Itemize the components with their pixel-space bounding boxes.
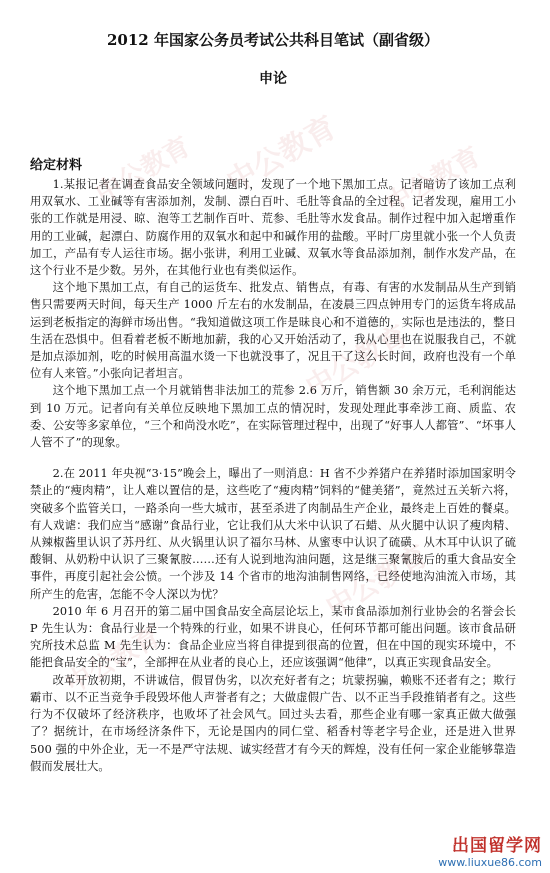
watermark: 中公教育 <box>320 539 434 624</box>
watermark: 中公教育 <box>300 319 414 404</box>
document-title: 2012 年国家公务员考试公共科目笔试（副省级） <box>107 31 439 49</box>
watermark: 中公教育 <box>380 141 486 220</box>
paragraph-3: 这个地下黑加工点一个月就销售非法加工的荒参 2.6 万斤，销售额 30 余万元，毛利润能达到 10 万元。记者向有关单位反映地下黑加工点的情况时，发现处理此事牵涉工商、质监、农委、公安等多家单位，“三个和尚没水吃”，在实际管理过程中，出现了“好事人人都管”、“坏事人人管不了”的现象。 <box>30 384 516 450</box>
document-subtitle: 申论 <box>259 71 287 87</box>
watermark: 中公教育 <box>221 109 343 201</box>
paragraph-4: 2.在 2011 年央视“3·15”晚会上，曝出了一则消息：H 省不少养猪户在养猪时添加国家明令禁止的“瘦肉精”，让人难以置信的是，这些吃了“瘦肉精”饲料的“健美猪”，竟然过五关斩六将，突破多个监管关口，一路杀向一些大城市，甚至杀进了肉制品生产企业，最终走上百姓的餐桌。有人戏谑：我们应当“感谢”食品行业，它让我们从大米中认识了石蜡、从火腿中认识了瘦肉精、从辣椒酱里认识了苏丹红、从火锅里认识了福尔马林、从蜜枣中认识了硫磺、从木耳中认识了硫酸铜、从奶粉中认识了三聚氰胺……还有人说到地沟油问题，这是继三聚氰胺后的重大食品安全事件，再度引起社会公愤。一个涉及 14 个省市的地沟油制售网络，已经使地沟油流入市场，其所产生的危害，怎能不令人深以为忧？ <box>30 467 516 601</box>
watermark: 中公教育 <box>60 621 166 700</box>
site-logo-name: 出国留学网 <box>452 836 542 856</box>
site-logo-url: www.liuxue86.com <box>438 856 542 869</box>
paragraph-1: 1.某报记者在调查食品安全领域问题时，发现了一个地下黑加工点。记者暗访了该加工点利用双氧水、工业碱等有害添加剂，发制、漂白百叶、毛肚等食品的全过程。记者发现，雇用工小张的工作就是用浸、晾、泡等工艺制作百叶、荒参、毛肚等水发食品。制作过程中加入起增重作用的工业碱，起漂白、防腐作用的双氧水和起中和碱作用的盐酸。平时厂房里就小张一个人负责加工，产品有专人运往市场。据小张讲，利用工业碱、双氧水等食品添加剂，制作水发产品，在这个行业不是少数。另外，在其他行业也有类似运作。 <box>30 178 516 278</box>
site-logo <box>438 836 542 869</box>
section-title: 给定材料 <box>30 158 83 173</box>
paragraph-2: 这个地下黑加工点，有自己的运货车、批发点、销售点，有毒、有害的水发制品从生产到销售只需要两天时间，每天生产 1000 斤左右的水发制品，在凌晨三四点钟用专门的运货车将成品运到老板指定的海鲜市场出售。“我知道做这项工作是昧良心和不道德的，实际也是违法的，整日生活在恐惧中。但看着老板不断地加薪，我的心又开始活动了，我从心里也在说服我自己，不就是加点添加剂，吃的时候用高温水烫一下也就没事了，况且干了这么长时间，政府也没有一个单位有人来管。”小张向记者坦言。 <box>30 281 516 381</box>
paragraph-5: 2010 年 6 月召开的第二届中国食品安全高层论坛上，某市食品添加剂行业协会的名誉会长 P 先生认为：食品行业是一个特殊的行业，如果不讲良心，任何环节都可能出问题。该市食品研究所技术总监 M 先生认为：食品企业应当将自律提到很高的位置，但在中国的现实环境中，不能把食品安全的“宝”，全部押在从业者的良心上，还应该强调“他律”，以真正实现食品安全。 <box>30 604 516 670</box>
paragraph-6: 改革开放初期，不讲诚信，假冒伪劣，以次充好者有之；坑蒙拐骗，赖账不还者有之；欺行霸市、以不正当竞争手段毁坏他人声誉者有之；大做虚假广告、以不正当手段推销者有之。这些行为不仅破坏了经济秩序，也败坏了社会风气。回过头去看，那些企业有哪一家真正做大做强了？据统计，在市场经济条件下，无论是国内的同仁堂、稻香村等老字号企业，还是进入世界 500 强的中外企业，无一不是严守法规、诚实经营才有今天的辉煌，没有任何一家企业能够靠造假而发展壮大。 <box>30 673 516 773</box>
watermark: 中公教育 <box>90 131 196 210</box>
